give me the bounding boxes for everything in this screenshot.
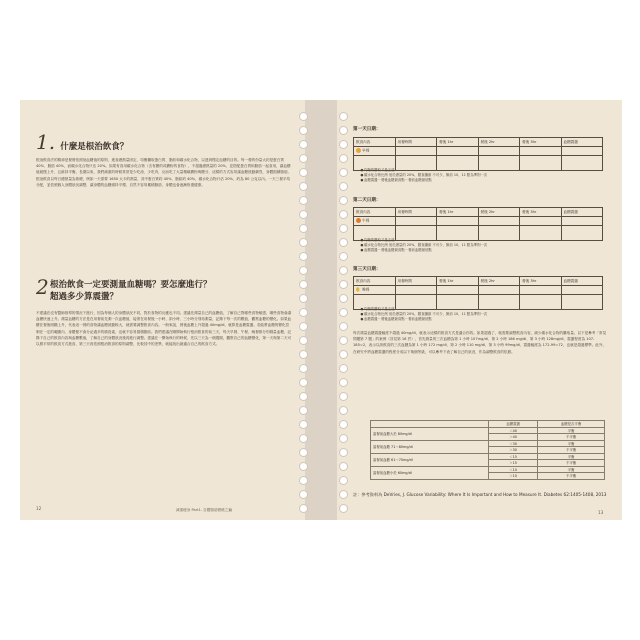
empty-cell [561,295,603,310]
binding-hole [299,490,308,499]
ref-header-swing: 血糖震盪 [489,421,538,428]
header-swing: 血糖震盪 [561,277,603,286]
ref-cell: ＞40 [489,434,538,441]
citation-note: 註：參考資料為 DeVries, J. Glucose Variability: Where It Is Important and How to Measure It. Diabetes 62:1405-1408, 2013 [353,492,607,497]
right-body-paragraph: 每次測量血糖震盪幅度不超過 40mg/dl，就表示這樣的飲食方式是適合你的。如果超過了，就需要調整飲食內容，減少碳水化合物的攝取量。以下是參考「常見問題第 7 題」的案例（詳見第 16 頁），首先測量的三次血糖為第 1 小時 107mg/dl、第 2 小時 186 mg/dl、第 3 小時 128mg/dl，震盪程度為 107-185=2，表示以該飲食的三次血糖為第 1 小時 172 mg/dl、第 2 小時 110 mg/dl、第 3 小時 99mg/dl，震盪幅度為 172-99=72，也就是超過標準。此外，在研究中將血糖震盪的程度分成以下幾個等級，可以參考下表了解自己的狀況，作為調整飲食的依據。 [353,331,607,354]
binding-hole [339,462,348,471]
day-1-log-table [353,137,603,171]
empty-cell [520,286,562,295]
left-page-footer: 減重瘦身 Part1. 自體脂肪燃燒之鑰 [176,508,232,512]
binding-hole [339,406,348,415]
empty-cell [520,156,562,171]
header-food: 飲食內容 [354,138,396,147]
note-line: ●血糖震盪－餐後血糖最高點－餐前血糖最低點 [360,248,432,253]
ref-cell: ＞30 [489,447,538,454]
empty-cell [395,147,437,156]
empty-cell [520,147,562,156]
note-line: ●血糖震盪－餐後血糖最高點－餐前血糖最低點 [360,317,432,322]
binding-hole [339,294,348,303]
ref-cell: ＜30 [489,440,538,447]
sun-icon [356,148,361,153]
header-time: 用餐時間 [395,277,437,286]
section-2-title-line1: 根治飲食一定要測量血糖嗎？要怎麼進行？ [50,280,212,290]
binding-hole [299,420,308,429]
binding-hole [339,182,348,191]
binding-hole [299,294,308,303]
binding-hole [339,238,348,247]
binding-hole [299,406,308,415]
ref-cell: 不平衡 [538,447,605,454]
binding-hole [299,210,308,219]
empty-cell [437,286,479,295]
moon-icon [356,287,361,292]
binding-hole [339,378,348,387]
header-1hr: 餐後 1hr [437,208,479,217]
ref-group-label: 當餐前血糖大於 80mg/dl [371,427,489,440]
binding-hole [299,448,308,457]
binding-hole [299,504,308,513]
empty-cell [520,295,562,310]
ref-cell: 不平衡 [538,460,605,467]
binding-hole [339,420,348,429]
ref-cell: 平衡 [538,466,605,473]
section-1-number: 1. [36,130,56,154]
binding-hole [339,154,348,163]
ref-group-label: 當餐前血糖小於 60mg/dl [371,466,489,479]
binding-hole [339,490,348,499]
binding-hole [339,126,348,135]
header-2hr: 餐後 2hr [478,138,520,147]
binding-hole [299,378,308,387]
day-3-title: 第三天日期： [353,267,381,272]
binding-hole [339,434,348,443]
binding-hole [339,210,348,219]
note-line: ●碳水化合物比例 低於總量的 20%，膳食纖維 不可少，飯前 10、11 點為準則一次 [360,173,488,178]
ref-cell: 不平衡 [538,434,605,441]
binding-hole [299,364,308,373]
binding-hole [339,266,348,275]
empty-cell [561,147,603,156]
binding-hole [299,140,308,149]
empty-cell [395,217,437,226]
empty-cell [561,156,603,171]
binding-hole [339,224,348,233]
binding-hole [299,280,308,289]
header-food: 飲食內容 [354,208,396,217]
binding-hole [299,266,308,275]
ref-cell: 平衡 [538,440,605,447]
binding-hole [339,476,348,485]
binding-hole [299,168,308,177]
binding-hole [339,448,348,457]
ref-cell: ＞10 [489,473,538,480]
binding-hole [339,168,348,177]
section-1-heading [36,130,128,154]
note-line: ●均衡的攝取才是王道 [360,307,395,311]
binding-hole [339,322,348,331]
header-3hr: 餐後 3hr [520,138,562,147]
day-3-notes [360,307,487,323]
header-1hr: 餐後 1hr [437,277,479,286]
empty-cell [478,286,520,295]
note-line: ●碳水化合物比例 低於總量的 20%，膳食纖維 不可少，飯前 10、11 點為準則一次 [360,312,488,317]
header-2hr: 餐後 2hr [478,277,520,286]
ref-cell: 平衡 [538,453,605,460]
left-page-number: 12 [36,506,42,511]
binding-hole [299,322,308,331]
section-2-number: 2. [36,275,56,299]
note-line: ●均衡的攝取才是王道 [360,168,395,172]
ref-cell: 平衡 [538,427,605,434]
binding-hole [339,252,348,261]
binding-hole [299,462,308,471]
header-3hr: 餐後 3hr [520,277,562,286]
day-2-title: 第二天日期： [353,198,381,203]
binding-hole [299,224,308,233]
binding-hole [339,196,348,205]
ref-cell: ＜10 [489,466,538,473]
binding-hole [299,154,308,163]
binding-hole [299,252,308,261]
meal-cell: 早餐 [354,147,396,156]
binding-hole [339,350,348,359]
binding-hole [299,126,308,135]
sun-icon [356,218,361,223]
empty-cell [478,147,520,156]
section-2-paragraph: 不建議在沒有醫師指導的情況下進行，因為每個人的身體狀況不同，對於食物的反應也不同。建議先測量自己的血糖值，了解自己對哪些食物敏感，哪些食物會讓血糖快速上升。測量血糖的方法是在用餐前先測一次血糖值，接著在用餐後一小時、兩小時、三小時分別再測量，記錄下每一次的數值，觀察血糖的變化。如果血糖在餐後明顯上升，代表這一餐的食物讓血糖波動較大，就需要調整飲食內容。一般來說，餐後血糖上升超過 40mg/dl，就算是血糖震盪。若能將血糖的變化控制在一定的範圍內，身體便不會分泌過多的胰島素，也就不容易囤積脂肪。我們建議在剛開始執行根治飲食的前三天，每天早餐、午餐、晚餐都分別測量血糖，記錄下自己的飲食內容與血糖數值，了解自己的身體狀況後再進行調整。建議在一開始執行的時候，先以三天為一個週期，觀察自己的血糖變化，第一天與第二天可以照平常的飲食方式進食，第三天再依照根治飲食的原則調整，比較其中的差異，就能找出最適合自己的飲食方式。 [36,311,292,347]
header-swing: 血糖震盪 [561,138,603,147]
header-time: 用餐時間 [395,138,437,147]
binding-hole [299,238,308,247]
empty-cell [561,217,603,226]
day-2-log-table [353,207,603,241]
ref-cell: ＜15 [489,453,538,460]
binding-hole [339,504,348,513]
empty-cell [437,217,479,226]
binding-hole [299,392,308,401]
binding-hole [339,112,348,121]
ref-cell: ＞15 [489,460,538,467]
ref-header-balance: 血糖是否平衡 [538,421,605,428]
header-time: 用餐時間 [395,208,437,217]
binding-hole [299,196,308,205]
ref-group-label: 當餐前血糖 61～70mg/dl [371,453,489,466]
day-1-notes [360,168,487,184]
binding-hole [299,350,308,359]
binding-gutter [305,100,337,520]
section-1-paragraph: 根治飲食法的精神是餐餐依照低血糖值的原則，進食總熱量固定，均衡攝取蛋白質、脂肪和碳水化合物，以達到穩定血糖的目的。每一餐的份量大約是蛋白質 40%、脂肪 40%，而碳水化合物只佔 20%。如果有食用碳水化合物（含有糖的或澱粉的食物），不超過總熱量的 20%，並搭配蛋白質和脂肪一起食用，讓血糖值緩慢上升，且維持平衡。長期以來，我們減重的時候常常是少吃油、少吃肉，反而吃了大量精緻澱粉與糖分，這樣的方式容易讓血糖波動劇烈，身體囤積脂肪。根治飲食以每日總熱量為基礎，例如一天需要 1650 大卡的熱量，其中蛋白質約 40%、脂肪約 40%，碳水化合物只佔 20%，約為 80 公克以內。一天三餐平均分配，並依照個人身體狀況調整，讓身體的血糖維持平穩，自然不容易累積脂肪，身體也會逐漸恢復健康。 [36,158,292,187]
binding-hole [339,308,348,317]
header-2hr: 餐後 2hr [478,208,520,217]
day-3-log-table [353,276,603,310]
binding-hole [299,476,308,485]
section-1-title: 什麼是根治飲食？ [60,142,129,152]
empty-cell [478,217,520,226]
note-line: ●血糖震盪－餐後血糖最高點－餐前血糖最低點 [360,178,432,183]
day-2-notes [360,238,487,254]
meal-cell: 午餐 [354,217,396,226]
section-2-title-line2: 超過多少算震盪？ [50,292,119,302]
binding-hole [299,182,308,191]
binding-hole [299,434,308,443]
header-swing: 血糖震盪 [561,208,603,217]
binding-hole [299,308,308,317]
glucose-reference-table [370,420,605,480]
binding-hole [339,140,348,149]
empty-cell [561,286,603,295]
ref-group-label: 當餐前血糖 71～80mg/dl [371,440,489,453]
empty-cell [561,226,603,241]
header-3hr: 餐後 3hr [520,208,562,217]
ref-cell: 不平衡 [538,473,605,480]
header-food: 飲食內容 [354,277,396,286]
binding-hole [339,336,348,345]
empty-cell [437,147,479,156]
right-page-number: 13 [598,510,604,515]
binding-hole [339,280,348,289]
meal-cell: 晚餐 [354,286,396,295]
ref-cell: ＜40 [489,427,538,434]
header-1hr: 餐後 1hr [437,138,479,147]
binding-hole [339,392,348,401]
empty-cell [520,217,562,226]
binding-hole [339,364,348,373]
day-1-title: 第一天日期： [353,127,381,132]
note-line: ●碳水化合物比例 低於總量的 20%，膳食纖維 不可少，飯前 10、11 點為準則一次 [360,243,488,248]
empty-cell [520,226,562,241]
note-line: ●均衡的攝取才是王道 [360,238,395,242]
empty-cell [395,286,437,295]
binding-hole [299,112,308,121]
binding-hole [299,336,308,345]
